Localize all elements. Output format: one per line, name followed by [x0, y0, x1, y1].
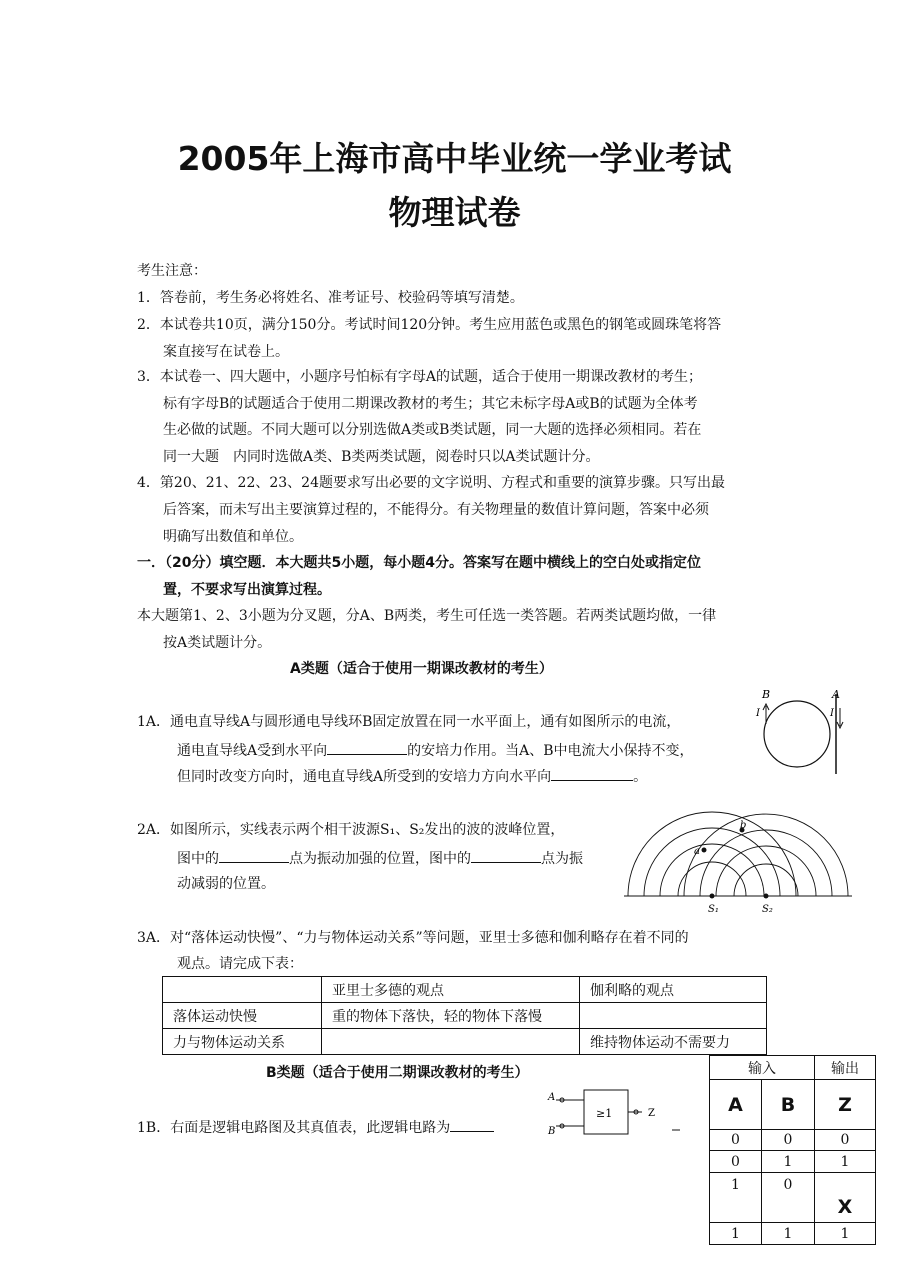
- truth-table-group-out: 输出: [815, 1056, 876, 1080]
- page-title: 2005年上海市高中毕业统一学业考试: [177, 139, 732, 178]
- q1a-line: 通电直导线A受到水平向 的安培力作用。当A、B中电流大小保持不变，: [177, 743, 694, 759]
- notice-line: 案直接写在试卷上。: [163, 344, 289, 360]
- truth-table: [709, 1055, 876, 1245]
- q2a-line: 2A．如图所示，实线表示两个相干波源S₁、S₂发出的波的波峰位置，: [137, 822, 565, 838]
- section-heading: 置，不要求写出演算过程。: [163, 582, 331, 598]
- q2a-answer-blank-1[interactable]: [219, 849, 289, 863]
- q2a-line: 图中的 点为振动加强的位置，图中的 点为振: [177, 851, 583, 867]
- table-cell: [163, 977, 322, 1003]
- label-a: a: [694, 846, 700, 857]
- truth-table-group-in: 输入: [710, 1056, 815, 1080]
- q2a-line: 动减弱的位置。: [177, 876, 275, 892]
- notice-line: 生必做的试题。不同大题可以分别选做A类或B类试题，同一大题的选择必须相同。若在: [163, 422, 702, 438]
- table-row: [163, 1003, 767, 1029]
- truth-table-unknown-cell[interactable]: X: [815, 1173, 876, 1223]
- current-loop-b: [764, 701, 830, 767]
- truth-table-col: Z: [815, 1080, 876, 1130]
- label-b: B: [762, 688, 771, 701]
- source-s2: [764, 894, 769, 899]
- notice-heading: 考生注意：: [137, 263, 207, 279]
- b-type-heading: B类题（适合于使用二期课改教材的考生）: [266, 1065, 529, 1081]
- q1b-logic-gate: [544, 1086, 684, 1140]
- truth-table-row: [710, 1173, 876, 1223]
- table-cell: 亚里士多德的观点: [322, 977, 580, 1003]
- truth-table-row: [710, 1223, 876, 1245]
- truth-table-col: B: [762, 1080, 815, 1130]
- truth-table-cell: 0: [815, 1130, 876, 1151]
- section-heading: 一．（20分）填空题．本大题共5小题，每小题4分。答案写在题中横线上的空白处或指定位: [137, 555, 701, 571]
- truth-table-cell: 1: [762, 1151, 815, 1173]
- notice-line: 1．答卷前，考生务必将姓名、准考证号、校验码等填写清楚。: [137, 290, 524, 306]
- truth-table-cell: 0: [710, 1151, 762, 1173]
- notice-line: 2．本试卷共10页，满分150分。考试时间120分钟。考生应用蓝色或黑色的钢笔或圆珠笔将答: [137, 317, 722, 333]
- truth-table-row: [710, 1151, 876, 1173]
- section-note: 按A类试题计分。: [163, 635, 272, 651]
- truth-table-cell: 1: [710, 1223, 762, 1245]
- notice-line: 后答案，而未写出主要演算过程的，不能得分。有关物理量的数值计算问题，答案中必须: [163, 502, 709, 518]
- truth-table-cell: 0: [762, 1173, 815, 1223]
- q1a-answer-blank-2[interactable]: [551, 767, 633, 781]
- table-cell: 力与物体运动关系: [163, 1029, 322, 1055]
- label-s1: S₁: [708, 904, 719, 915]
- q2a-answer-blank-2[interactable]: [471, 849, 541, 863]
- notice-line: 标有字母B的试题适合于使用二期课改教材的考生；其它未标字母A或B的试题为全体考: [163, 396, 698, 412]
- notice-line: 明确写出数值和单位。: [163, 529, 303, 545]
- table-cell: 维持物体运动不需要力: [580, 1029, 767, 1055]
- table-answer-cell[interactable]: [322, 1029, 580, 1055]
- page-subtitle: 物理试卷: [388, 193, 521, 232]
- label-s2: S₂: [762, 904, 773, 915]
- table-header-row: [163, 977, 767, 1003]
- q1b-line: 1B．右面是逻辑电路图及其真值表，此逻辑电路为: [137, 1118, 494, 1136]
- label-b: b: [740, 820, 747, 831]
- q1b-answer-blank[interactable]: [450, 1118, 494, 1132]
- q3a-table: [162, 976, 767, 1055]
- truth-table-cell: 1: [815, 1223, 876, 1245]
- truth-table-header-row: [710, 1080, 876, 1130]
- q2a-figure: [624, 812, 854, 918]
- q1a-line: 但同时改变方向时，通电直导线A所受到的安培力方向水平向 。: [177, 769, 648, 785]
- output-z-label: Z: [648, 1108, 655, 1119]
- gate-symbol: ≥1: [596, 1107, 613, 1120]
- q3a-line: 观点。请完成下表：: [177, 956, 303, 972]
- q1a-line: 1A．通电直导线A与圆形通电导线环B固定放置在同一水平面上，通有如图所示的电流，: [137, 714, 681, 730]
- notice-line: 4．第20、21、22、23、24题要求写出必要的文字说明、方程式和重要的演算步骤。只写出最: [137, 475, 725, 491]
- a-type-heading: A类题（适合于使用一期课改教材的考生）: [290, 661, 553, 677]
- table-cell: 伽利略的观点: [580, 977, 767, 1003]
- truth-table-group-row: [710, 1056, 876, 1080]
- truth-table-row: [710, 1130, 876, 1151]
- truth-table-cell: 1: [815, 1151, 876, 1173]
- input-a-label: A: [548, 1092, 556, 1103]
- truth-table-col: A: [710, 1080, 762, 1130]
- table-row: [163, 1029, 767, 1055]
- point-a: [702, 848, 707, 853]
- label-a: A: [832, 688, 840, 701]
- q1a-answer-blank-1[interactable]: [327, 741, 407, 755]
- table-cell: 重的物体下落快，轻的物体下落慢: [322, 1003, 580, 1029]
- label-i: I: [756, 708, 760, 719]
- q3a-line: 3A．对“落体运动快慢”、“力与物体运动关系”等问题，亚里士多德和伽利略存在着不同的: [137, 930, 689, 946]
- truth-table-cell: 0: [710, 1130, 762, 1151]
- truth-table-cell: 1: [710, 1173, 762, 1223]
- truth-table-cell: 0: [762, 1130, 815, 1151]
- q1a-figure: [752, 686, 852, 782]
- notice-line: 3．本试卷一、四大题中，小题序号怕标有字母A的试题，适合于使用一期课改教材的考生；: [137, 369, 703, 385]
- input-b-label: B: [548, 1126, 556, 1137]
- truth-table-cell: 1: [762, 1223, 815, 1245]
- label-i: I: [830, 708, 834, 719]
- notice-line: 同一大题 内同时选做A类、B类两类试题，阅卷时只以A类试题计分。: [163, 449, 600, 465]
- table-cell: 落体运动快慢: [163, 1003, 322, 1029]
- section-note: 本大题第1、2、3小题为分叉题，分A、B两类，考生可任选一类答题。若两类试题均做，一律: [137, 608, 717, 624]
- table-answer-cell[interactable]: [580, 1003, 767, 1029]
- source-s1: [710, 894, 715, 899]
